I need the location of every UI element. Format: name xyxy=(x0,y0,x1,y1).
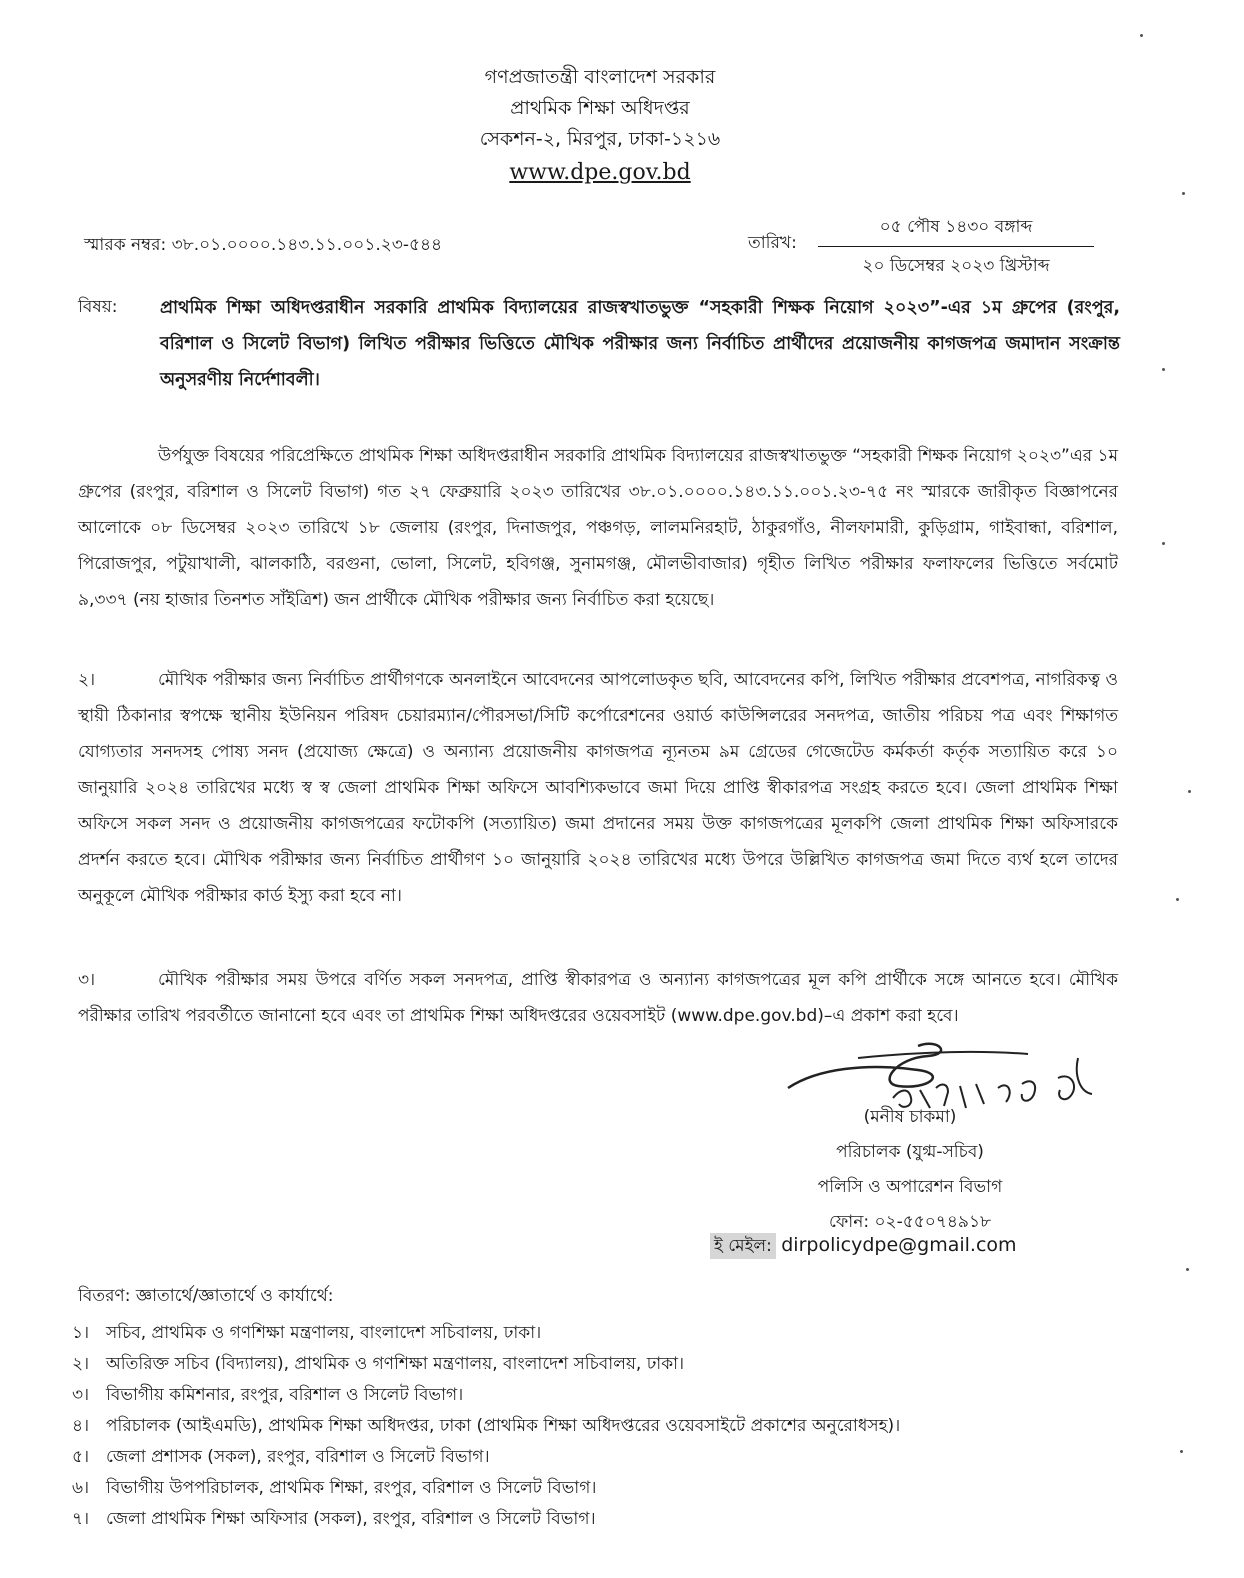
signatory-block xyxy=(760,1100,1060,1240)
directorate-name: প্রাথমিক শিক্ষা অধিদপ্তর xyxy=(510,97,690,119)
signatory-department: পলিসি ও অপারেশন বিভাগ xyxy=(817,1177,1003,1197)
list-item-text: বিভাগীয় কমিশনার, রংপুর, বরিশাল ও সিলেট বিভাগ। xyxy=(106,1385,464,1405)
subject-text: প্রাথমিক শিক্ষা অধিদপ্তরাধীন সরকারি প্রাথমিক বিদ্যালয়ের রাজস্বখাতভুক্ত “সহকারী শিক্ষক নিয়োগ ২০২৩”-এর ১ম গ্রুপের (রংপুর, বরিশাল ও সিলেট বিভাগ) লিখিত পরীক্ষার ভিত্তিতে মৌখিক পরীক্ষার জন্য নির্বাচিত প্রার্থীদের প্রয়োজনীয় কাগজপত্র জমাদান সংক্রান্ত অনুসরণীয় নির্দেশাবলী। xyxy=(160,298,1120,390)
list-item-number: ৫। xyxy=(72,1447,90,1467)
subject-label: বিষয়: xyxy=(78,297,118,317)
scan-speck xyxy=(1182,192,1185,195)
scan-speck xyxy=(1188,790,1191,793)
signatory-phone: ফোন: ০২-৫৫০৭৪৯১৮ xyxy=(828,1212,992,1232)
government-name: গণপ্রজাতন্ত্রী বাংলাদেশ সরকার xyxy=(484,66,716,88)
distribution-label: বিতরণ: জ্ঞাতার্থে/জ্ঞাতার্থে ও কার্যার্থে: xyxy=(78,1286,334,1306)
list-item xyxy=(72,1504,1152,1535)
paragraph-2 xyxy=(78,662,1118,914)
office-address: সেকশন-২, মিরপুর, ঢাকা-১২১৬ xyxy=(479,128,721,150)
list-item xyxy=(72,1473,1152,1504)
scan-speck xyxy=(1176,898,1179,901)
email-address[interactable]: dirpolicydpe@gmail.com xyxy=(781,1234,1017,1256)
signatory-designation: পরিচালক (যুগ্ম-সচিব) xyxy=(836,1142,984,1162)
list-item-text: অতিরিক্ত সচিব (বিদ্যালয়), প্রাথমিক ও গণশিক্ষা মন্ত্রণালয়, বাংলাদেশ সচিবালয়, ঢাকা। xyxy=(106,1354,685,1374)
distribution-list xyxy=(72,1318,1152,1535)
memo-number: স্মারক নম্বর: ৩৮.০১.০০০০.১৪৩.১১.০০১.২৩-৫৪৪ xyxy=(84,235,443,255)
list-item-number: ২। xyxy=(72,1354,90,1374)
scan-speck xyxy=(1140,34,1143,37)
date-english: ২০ ডিসেম্বর ২০২৩ খ্রিস্টাব্দ xyxy=(862,256,1050,276)
list-item-number: ৬। xyxy=(72,1478,90,1498)
scan-speck xyxy=(1186,1268,1189,1271)
list-item xyxy=(72,1349,1152,1380)
list-item-number: ৪। xyxy=(72,1416,90,1436)
list-item-number: ১। xyxy=(72,1323,90,1343)
paragraph-2-text: মৌখিক পরীক্ষার জন্য নির্বাচিত প্রার্থীগণকে অনলাইনে আবেদনের আপলোডকৃত ছবি, আবেদনের কপি, লিখিত পরীক্ষার প্রবেশপত্র, নাগরিকত্ব ও স্থায়ী ঠিকানার স্বপক্ষে স্থানীয় ইউনিয়ন পরিষদ চেয়ারম্যান/পৌরসভা/সিটি কর্পোরেশনের ওয়ার্ড কাউন্সিলরের সনদপত্র, জাতীয় পরিচয় পত্র এবং শিক্ষাগত যোগ্যতার সনদসহ পোষ্য সনদ (প্রযোজ্য ক্ষেত্রে) ও অন্যান্য প্রয়োজনীয় কাগজপত্র ন্যূনতম ৯ম গ্রেডের গেজেটেড কর্মকর্তা কর্তৃক সত্যায়িত করে ১০ জানুয়ারি ২০২৪ তারিখের মধ্যে স্ব স্ব জেলা প্রাথমিক শিক্ষা অফিসে আবশ্যিকভাবে জমা দিয়ে প্রাপ্তি স্বীকারপত্র সংগ্রহ করতে হবে। জেলা প্রাথমিক শিক্ষা অফিসে সকল সনদ ও প্রয়োজনীয় কাগজপত্রের ফটোকপি (সত্যায়িত) জমা প্রদানের সময় উক্ত কাগজপত্রের মূলকপি জেলা প্রাথমিক শিক্ষা অফিসারকে প্রদর্শন করতে হবে। মৌখিক পরীক্ষার জন্য নির্বাচিত প্রার্থীগণ ১০ জানুয়ারি ২০২৪ তারিখের মধ্যে উপরে উল্লিখিত কাগজপত্র জমা দিতে ব্যর্থ হলে তাদের অনুকূলে মৌখিক পরীক্ষার কার্ড ইস্যু করা হবে না। xyxy=(78,670,1118,906)
date-bangla: ০৫ পৌষ ১৪৩০ বঙ্গাব্দ xyxy=(818,214,1094,247)
email-row xyxy=(710,1233,1017,1261)
scan-speck xyxy=(1162,368,1165,371)
list-item-text: পরিচালক (আইএমডি), প্রাথমিক শিক্ষা অধিদপ্তর, ঢাকা (প্রাথমিক শিক্ষা অধিদপ্তরের ওয়েবসাইটে প্রকাশের অনুরোধসহ)। xyxy=(106,1416,901,1436)
email-label: ই মেইল: xyxy=(710,1233,776,1259)
scan-speck xyxy=(1180,1450,1183,1453)
list-item-text: বিভাগীয় উপপরিচালক, প্রাথমিক শিক্ষা, রংপুর, বরিশাল ও সিলেট বিভাগ। xyxy=(106,1478,597,1498)
date-label: তারিখ: xyxy=(748,233,797,253)
paragraph-1-text: উর্পযুক্ত বিষয়ের পরিপ্রেক্ষিতে প্রাথমিক শিক্ষা অধিদপ্তরাধীন সরকারি প্রাথমিক বিদ্যালয়ের রাজস্বখাতভুক্ত “সহকারী শিক্ষক নিয়োগ ২০২৩”এর ১ম গ্রুপের (রংপুর, বরিশাল ও সিলেট বিভাগ) গত ২৭ ফেব্রুয়ারি ২০২৩ তারিখের ৩৮.০১.০০০০.১৪৩.১১.০০১.২৩-৭৫ নং স্মারকে জারীকৃত বিজ্ঞাপনের আলোকে ০৮ ডিসেম্বর ২০২৩ তারিখে ১৮ জেলায় (রংপুর, দিনাজপুর, পঞ্চগড়, লালমনিরহাট, ঠাকুরগাঁও, নীলফামারী, কুড়িগ্রাম, গাইবান্ধা, বরিশাল, পিরোজপুর, পটুয়াখালী, ঝালকাঠি, বরগুনা, ভোলা, সিলেট, হবিগঞ্জ, সুনামগঞ্জ, মৌলভীবাজার) গৃহীত লিখিত পরীক্ষার ফলাফলের ভিত্তিতে সর্বমোট ৯,৩৩৭ (নয় হাজার তিনশত সাঁইত্রিশ) জন প্রার্থীকে মৌখিক পরীক্ষার জন্য নির্বাচিত করা হয়েছে। xyxy=(78,446,1119,610)
list-item-number: ৩। xyxy=(72,1385,90,1405)
scan-speck xyxy=(1162,542,1165,545)
list-item-text: জেলা প্রাথমিক শিক্ষা অফিসার (সকল), রংপুর, বরিশাল ও সিলেট বিভাগ। xyxy=(106,1509,596,1529)
list-item-number: ৭। xyxy=(72,1509,90,1529)
list-item xyxy=(72,1411,1152,1442)
paragraph-3 xyxy=(78,962,1118,1034)
paragraph-1 xyxy=(78,438,1118,618)
list-item xyxy=(72,1380,1152,1411)
letterhead xyxy=(0,62,1200,188)
list-item xyxy=(72,1442,1152,1473)
list-item xyxy=(72,1318,1152,1349)
signatory-name: (মনীষ চাকমা) xyxy=(863,1107,957,1127)
website-link[interactable]: www.dpe.gov.bd xyxy=(509,160,691,185)
date-block xyxy=(818,214,1094,281)
list-item-text: সচিব, প্রাথমিক ও গণশিক্ষা মন্ত্রণালয়, বাংলাদেশ সচিবালয়, ঢাকা। xyxy=(106,1323,542,1343)
paragraph-3-text: মৌখিক পরীক্ষার সময় উপরে বর্ণিত সকল সনদপত্র, প্রাপ্তি স্বীকারপত্র ও অন্যান্য কাগজপত্রের মূল কপি প্রার্থীকে সঙ্গে আনতে হবে। মৌখিক পরীক্ষার তারিখ পরবর্তীতে জানানো হবে এবং তা প্রাথমিক শিক্ষা অধিদপ্তরের ওয়েবসাইট (www.dpe.gov.bd)–এ প্রকাশ করা হবে। xyxy=(78,970,1118,1026)
list-item-text: জেলা প্রশাসক (সকল), রংপুর, বরিশাল ও সিলেট বিভাগ। xyxy=(106,1447,490,1467)
paragraph-3-number: ৩। xyxy=(78,970,96,990)
paragraph-2-number: ২। xyxy=(78,670,96,690)
